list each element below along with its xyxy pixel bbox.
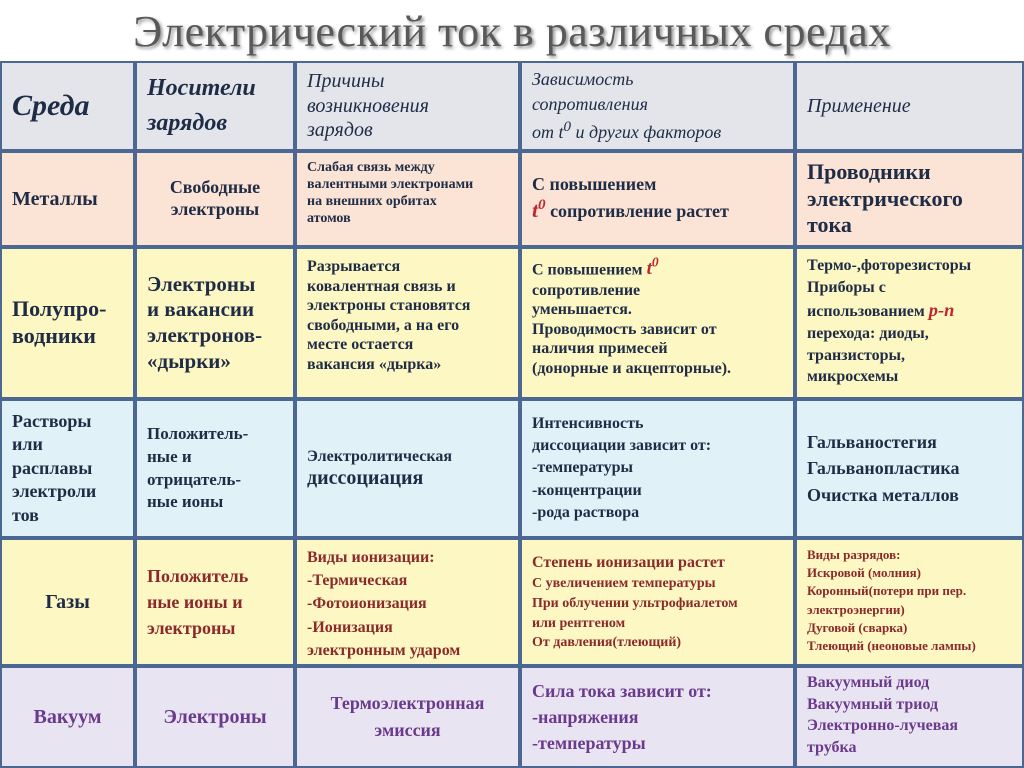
electrolytes-carriers-line: ные ионы [147,492,224,512]
semiconductors-causes [295,247,520,399]
electrolytes-medium-line: тов [12,504,39,525]
electrolytes-medium-line: или [12,434,43,455]
gases-dependence-line: От давления(тлеющий) [532,635,682,651]
gases-medium-text: Газы [45,590,90,613]
metals-carriers [135,151,295,247]
vacuum-medium [0,666,135,768]
semiconductors-dependence-line: (донорные и акцепторные). [532,359,732,377]
page-title: Электрический ток в различных средах [133,7,891,56]
vacuum-application-line: Вакуумный триод [807,695,939,713]
metals-dependence-rest: сопротивление растет [545,201,729,222]
header-dependence-line: Зависимость [532,68,634,89]
metals-dependence-line: С повышением [532,174,657,195]
semiconductors-carriers-line: «дырки» [147,348,231,373]
gases-carriers-line: Положитель [147,565,249,586]
vacuum-carriers-text: Электроны [163,705,267,728]
semiconductors-dependence-line: уменьшается. [532,301,632,319]
semiconductors-dependence-pre: С повышением [532,261,647,279]
electrolytes-dependence-line: диссоциации зависит от: [532,437,712,455]
vacuum-application-line: Электронно-лучевая [807,717,959,735]
pn-junction-label: p-n [928,300,955,321]
header-carriers-line: Носители [147,75,256,102]
vacuum-dependence-line: -напряжения [532,706,639,727]
metals-t-symbol: $t^0$ [532,197,546,223]
vacuum-causes [295,666,520,768]
semiconductors-application-pre: использованием [807,303,929,321]
header-causes-line: зарядов [307,119,373,142]
metals-causes-line: валентными электронами [307,177,474,193]
electrolytes-application-line: Гальваностегия [807,432,937,453]
gases-causes [295,538,520,666]
semiconductors-dependence-line: сопротивление [532,281,641,299]
header-dependence-line: сопротивления [532,93,648,114]
header-dependence-t: от t [532,122,564,143]
electrolytes-medium-line: электроли [12,481,97,502]
metals-medium-text: Металлы [12,187,98,210]
semiconductors-dependence [520,247,795,399]
gases-medium [0,538,135,666]
metals-dependence [520,151,795,247]
semiconductors-medium-line: Полупро- [12,296,107,322]
gases-application-line: электроэнергии) [807,601,905,617]
electrolytes-carriers-line: отрицатель- [147,469,242,489]
header-causes-line: возникновения [307,94,429,117]
metals-carriers-line: Свободные [169,177,261,198]
gases-carriers-line: ные ионы и [147,591,243,612]
semiconductors-causes-line: вакансия «дырка» [307,355,442,373]
semiconductors-medium [0,247,135,399]
electrolytes-medium-line: расплавы [12,457,93,478]
metals-application-line: тока [807,212,852,238]
metals-causes-line: Слабая связь между [307,160,435,175]
gases-application-line: Виды разрядов: [807,547,901,562]
electrolytes-causes-line: Электролитическая [307,447,453,465]
metals-causes-line: на внешних орбитах [307,194,437,210]
electrolytes-dependence-line: -рода раствора [532,503,640,521]
gases-dependence-line: С увеличением температуры [532,576,716,592]
electrolytes-application [795,399,1024,538]
gases-application [795,538,1024,666]
vacuum-dependence-line: Сила тока зависит от: [532,680,712,701]
header-dependence-rest: и других факторов [571,122,722,143]
electrolytes-carriers-line: Положитель- [147,423,249,443]
header-application-text: Применение [807,94,911,117]
electrolytes-dependence-line: -концентрации [532,481,642,499]
gases-application-line: Искровой (молния) [807,565,921,581]
header-application [795,61,1024,151]
semiconductors-dependence-line: Проводимость зависит от [532,320,717,338]
header-causes-line: Причины [307,70,385,93]
header-dependence-sup: 0 [563,119,571,136]
semiconductors-causes-line: электроны становятся [307,297,471,315]
gases-application-line: Дуговой (сварка) [807,619,908,635]
semiconductors-causes-line: свободными, а на его [307,316,460,334]
gases-causes-line: Виды ионизации: [307,549,435,566]
header-dependence [520,61,795,151]
electrolytes-causes [295,399,520,538]
metals-application-line: Проводники [807,158,931,184]
semiconductors-application-line: транзисторы, [807,346,905,364]
semiconductors-causes-line: Разрывается [307,258,401,275]
vacuum-causes-line: Термоэлектронная [330,693,485,713]
gases-application-line: Тлеющий (неоновые лампы) [807,637,976,653]
semiconductors-application-line: перехода: диоды, [807,325,929,343]
vacuum-causes-line: эмиссия [374,720,441,740]
electrolytes-causes-line: диссоциация [307,467,424,490]
electrolytes-dependence-line: Интенсивность [532,415,644,433]
electrolytes-application-line: Очистка металлов [807,484,959,505]
semiconductors-carriers-line: Электроны [147,271,256,296]
gases-application-line: Коронный(потери при пер. [807,583,967,599]
header-medium-text: Среда [12,88,90,122]
semiconductors-application-line: Термо-,фоторезисторы [807,257,972,274]
vacuum-dependence [520,666,795,768]
semiconductors-causes-line: ковалентная связь и [307,277,456,295]
gases-causes-line: -Ионизация [307,618,393,636]
electrolytes-dependence [520,399,795,538]
semiconductors-carriers-line: и вакансии [147,297,255,322]
semiconductors-application-line: Приборы с [807,278,886,296]
electrolytes-carriers [135,399,295,538]
vacuum-medium-text: Вакуум [33,705,102,728]
metals-medium [0,151,135,247]
metals-carriers-line: электроны [170,199,260,219]
electrolytes-medium-line: Растворы [12,411,92,432]
metals-causes-line: атомов [307,211,351,227]
semiconductors-t-symbol: $t^0$ [646,255,659,280]
gases-dependence [520,538,795,666]
vacuum-dependence-line: -температуры [532,733,646,754]
vacuum-carriers [135,666,295,768]
vacuum-application-line: трубка [807,738,857,756]
gases-dependence-line: или рентгеном [532,615,626,631]
gases-dependence-head: Степень ионизации растет [532,554,725,571]
gases-carriers [135,538,295,666]
header-carriers-line: зарядов [147,110,228,136]
semiconductors-causes-line: месте остается [307,336,414,354]
electrolytes-application-line: Гальванопластика [807,458,960,479]
metals-application-line: электрического [807,185,963,211]
header-carriers [135,61,295,151]
vacuum-application [795,666,1024,768]
metals-dependence-line [532,196,793,224]
header-dependence-line [532,117,793,145]
gases-dependence-line: При облучении ультрофиалетом [532,595,738,611]
semiconductors-application-line: микросхемы [807,368,899,386]
vacuum-application-line: Вакуумный диод [807,674,930,691]
semiconductors-carriers [135,247,295,399]
metals-application [795,151,1024,247]
gases-carriers-line: электроны [147,618,236,639]
metals-causes [295,151,520,247]
header-causes [295,61,520,151]
semiconductors-medium-line: водники [12,323,96,348]
electrolytes-carriers-line: ные и [147,446,192,466]
gases-causes-line: электронным ударом [307,641,461,659]
gases-causes-line: -Фотоионизация [307,595,427,613]
semiconductors-dependence-line: наличия примесей [532,340,668,358]
electrolytes-medium [0,399,135,538]
electrolytes-dependence-line: -температуры [532,459,634,477]
semiconductors-dependence-line [532,255,793,281]
semiconductors-application-line [807,298,1022,323]
gases-causes-line: -Термическая [307,572,408,590]
semiconductors-application [795,247,1024,399]
header-medium [0,61,135,151]
semiconductors-carriers-line: электронов- [147,323,263,347]
